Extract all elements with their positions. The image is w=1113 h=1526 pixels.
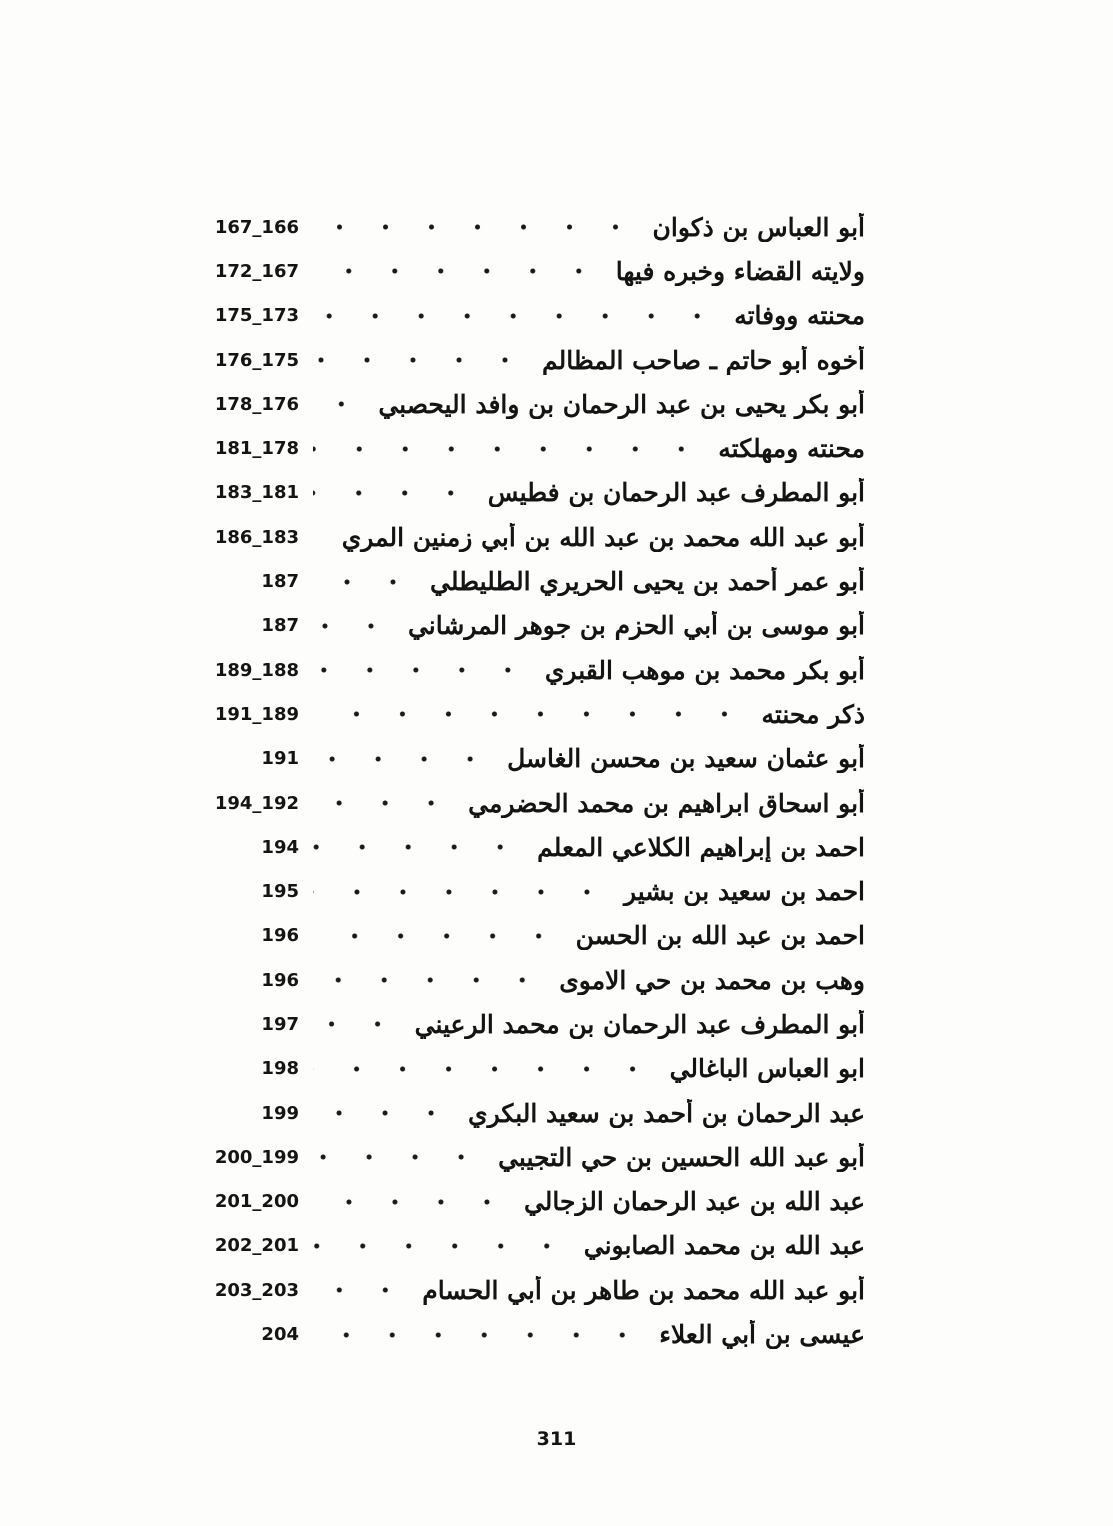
- dot-leader: [313, 1313, 645, 1357]
- toc-entry-title: عبد الله بن محمد الصابوني: [583, 1231, 865, 1261]
- toc-entry-title: أبو المطرف عبد الرحمان بن فطيس: [487, 478, 865, 508]
- dot-leader: [313, 1224, 570, 1268]
- toc-entry-pages: 202_201: [214, 1235, 299, 1257]
- dot-leader: [313, 870, 610, 914]
- toc-entry: [205, 737, 865, 781]
- toc-entry-title: عبد الرحمان بن أحمد بن سعيد البكري: [468, 1098, 865, 1128]
- toc-entry-pages: 194_192: [214, 792, 299, 814]
- toc-entry-title: عبد الله بن عبد الرحمان الزجالي: [523, 1187, 865, 1217]
- toc-entry-title: أبو بكر يحيى بن عبد الرحمان بن وافد اليحصبي: [378, 389, 865, 419]
- dot-leader: [313, 1002, 401, 1046]
- toc-entry-pages: 195: [261, 881, 299, 903]
- toc-entry: [205, 604, 865, 648]
- toc-entry-title: ذكر محنته: [761, 699, 865, 729]
- toc-entry-pages: 191_189: [214, 703, 299, 725]
- toc-entry-title: احمد بن إبراهيم الكلاعي المعلم: [537, 832, 865, 862]
- toc-entry: [205, 426, 865, 470]
- toc-entry: [205, 294, 865, 338]
- dot-leader: [313, 294, 720, 338]
- toc-entry-title: أبو اسحاق ابراهيم بن محمد الحضرمي: [468, 788, 865, 818]
- toc-entry-pages: 181_178: [214, 438, 299, 460]
- dot-leader: [313, 382, 364, 426]
- toc-entry: [205, 471, 865, 515]
- dot-leader: [313, 1268, 408, 1312]
- toc-entry: [205, 1091, 865, 1135]
- toc-entry: [205, 559, 865, 603]
- toc-entry: [205, 869, 865, 913]
- toc-entry-pages: 196: [261, 925, 299, 947]
- toc-entry-pages: 203_203: [214, 1279, 299, 1301]
- dot-leader: [313, 781, 454, 825]
- dot-leader: [313, 338, 528, 382]
- dot-leader: [313, 1091, 454, 1135]
- toc-entry-title: أبو بكر محمد بن موهب القبري: [544, 655, 865, 685]
- toc-entry-title: أبو العباس بن ذكوان: [652, 212, 865, 242]
- toc-entry-pages: 183_181: [214, 482, 299, 504]
- dot-leader: [313, 1047, 656, 1091]
- toc-entry-title: احمد بن سعيد بن بشير: [623, 877, 865, 907]
- dot-leader: [313, 515, 333, 559]
- toc-entry-title: ابو العباس الباغالي: [669, 1054, 865, 1084]
- toc-entry-title: أبو عبد الله الحسين بن حي التجيبي: [498, 1142, 865, 1172]
- toc-entry: [205, 205, 865, 249]
- toc-entry-pages: 178_176: [214, 393, 299, 415]
- dot-leader: [313, 914, 562, 958]
- toc-entry: [205, 914, 865, 958]
- toc-entry-title: احمد بن عبد الله بن الحسن: [575, 921, 865, 951]
- toc-entry: [205, 781, 865, 825]
- toc-entry: [205, 515, 865, 559]
- toc-entry-title: أبو عبد الله محمد بن طاهر بن أبي الحسام: [422, 1275, 865, 1305]
- page-number: 311: [536, 1428, 577, 1450]
- dot-leader: [313, 604, 394, 648]
- dot-leader: [313, 1180, 510, 1224]
- toc-entry-pages: 175_173: [214, 305, 299, 327]
- toc-entry: [205, 1268, 865, 1312]
- toc-entry: [205, 648, 865, 692]
- table-of-contents: [205, 205, 865, 1357]
- toc-entry-title: أبو المطرف عبد الرحمان بن محمد الرعيني: [414, 1009, 865, 1039]
- toc-entry-pages: 194: [261, 836, 299, 858]
- toc-entry-pages: 198: [261, 1058, 299, 1080]
- toc-entry-pages: 187: [261, 571, 299, 593]
- dot-leader: [313, 471, 474, 515]
- toc-entry-title: وهب بن محمد بن حي الاموى: [559, 965, 865, 995]
- toc-entry-title: أخوه أبو حاتم ـ صاحب المظالم: [542, 345, 865, 375]
- dot-leader: [313, 249, 602, 293]
- toc-entry: [205, 1135, 865, 1179]
- toc-entry: [205, 382, 865, 426]
- dot-leader: [313, 1135, 484, 1179]
- dot-leader: [313, 205, 639, 249]
- toc-entry-pages: 200_199: [214, 1146, 299, 1168]
- toc-entry-pages: 196: [261, 969, 299, 991]
- toc-entry-pages: 191: [261, 748, 299, 770]
- toc-entry-pages: 199: [261, 1102, 299, 1124]
- toc-entry: [205, 1312, 865, 1356]
- dot-leader: [313, 692, 747, 736]
- toc-entry: [205, 1002, 865, 1046]
- dot-leader: [313, 427, 704, 471]
- toc-entry-title: أبو عمر أحمد بن يحيى الحريري الطليطلي: [430, 567, 865, 597]
- toc-entry-title: عيسى بن أبي العلاء: [659, 1320, 865, 1350]
- toc-entry-pages: 189_188: [214, 659, 299, 681]
- toc-entry: [205, 825, 865, 869]
- toc-entry-title: محنته ومهلكته: [718, 434, 865, 464]
- toc-entry-pages: 204: [261, 1324, 299, 1346]
- toc-entry-pages: 176_175: [214, 349, 299, 371]
- dot-leader: [313, 648, 531, 692]
- toc-entry: [205, 1047, 865, 1091]
- dot-leader: [313, 737, 493, 781]
- toc-entry: [205, 958, 865, 1002]
- toc-entry: [205, 1224, 865, 1268]
- toc-entry-title: ولايته القضاء وخبره فيها: [615, 256, 865, 286]
- toc-entry-pages: 186_183: [214, 526, 299, 548]
- dot-leader: [313, 560, 416, 604]
- toc-entry-title: أبو موسى بن أبي الحزم بن جوهر المرشاني: [407, 611, 865, 641]
- toc-entry: [205, 338, 865, 382]
- dot-leader: [313, 825, 523, 869]
- dot-leader: [313, 958, 545, 1002]
- toc-entry-pages: 197: [261, 1013, 299, 1035]
- toc-entry: [205, 1180, 865, 1224]
- toc-entry-title: محنته ووفاته: [734, 301, 865, 331]
- toc-entry-pages: 187: [261, 615, 299, 637]
- toc-entry-pages: 201_200: [214, 1191, 299, 1213]
- toc-entry-title: أبو عبد الله محمد بن عبد الله بن أبي زمنين المري: [341, 522, 865, 552]
- toc-entry: [205, 692, 865, 736]
- toc-entry-pages: 172_167: [214, 260, 299, 282]
- toc-entry-title: أبو عثمان سعيد بن محسن الغاسل: [507, 744, 865, 774]
- toc-entry: [205, 249, 865, 293]
- toc-entry-pages: 167_166: [214, 216, 299, 238]
